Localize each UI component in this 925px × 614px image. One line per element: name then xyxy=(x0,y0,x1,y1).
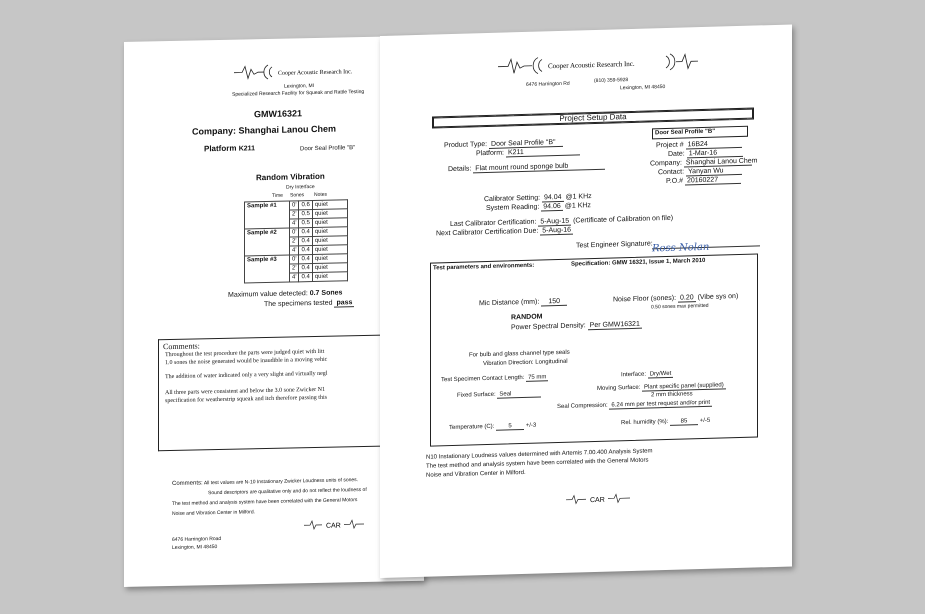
comment-line: All three parts were consistent and below the 3.0 sone Zwicker N1 xyxy=(165,386,325,397)
comment-line: The addition of water indicated only a very slight and virtually negl xyxy=(165,370,328,381)
report-id: GMW16321 xyxy=(254,108,303,120)
temp-label: Temperature (C): xyxy=(449,423,495,432)
tagline: Specialized Research Facility for Squeak and Rattle Testing xyxy=(232,88,365,98)
signature: Ross Nolan xyxy=(652,241,710,255)
sones-cell: 0.5 xyxy=(299,219,312,228)
sones-cell: 0.4 xyxy=(299,237,312,246)
fixed-value: Seal xyxy=(497,390,541,398)
col-header-sones: Sones xyxy=(290,192,305,199)
cal-setting-unit: @1 KHz xyxy=(565,193,592,201)
bulb-note: For bulb and glass channel type seals xyxy=(469,349,570,359)
title-bar xyxy=(432,108,754,129)
col-header-dry: Dry Interface xyxy=(286,184,315,191)
time-cell: 4' xyxy=(290,246,299,255)
platform-label: Platform: xyxy=(476,149,505,158)
notes-cell: quiet xyxy=(312,245,347,255)
details-value: Flat mount round sponge bulb xyxy=(473,162,605,174)
product-name: Door Seal Profile "B" xyxy=(300,145,356,153)
random-title: RANDOM xyxy=(511,313,543,322)
humidity-label: Rel. humidity (%): xyxy=(621,418,669,427)
contact-length-label: Test Specimen Contact Length: xyxy=(441,374,525,384)
car-mark xyxy=(566,491,630,507)
svg-text:CAR: CAR xyxy=(326,522,341,530)
city: Lexington, MI 48450 xyxy=(620,84,666,92)
compression-value: 6.24 mm per test request and/or print xyxy=(611,399,711,409)
page-title: Project Setup Data xyxy=(559,112,627,123)
temp-value: 5 xyxy=(496,423,524,431)
sones-cell: 0.5 xyxy=(299,210,312,219)
time-cell: 0' xyxy=(290,228,299,237)
footnote-line: The test method and analysis system have been correlated with the General Motors xyxy=(172,497,358,507)
time-cell: 4' xyxy=(290,273,299,282)
last-cert-label: Last Calibrator Certification: xyxy=(450,218,537,229)
footer-line: N10 Instationary Loudness values determined with Artemis 7.00.400 Analysis System xyxy=(426,448,653,461)
psd-label: Power Spectral Density: xyxy=(511,322,586,332)
time-cell: 2' xyxy=(290,237,299,246)
time-cell: 0' xyxy=(290,255,299,264)
sys-reading-value: 94.06 xyxy=(543,202,561,211)
sones-cell: 0.4 xyxy=(299,246,312,255)
notes-cell: quiet xyxy=(312,272,347,282)
footnote-line: All test values are N-10 Instationary Zwicker Loudness units of sones. xyxy=(203,477,359,487)
product-header-box xyxy=(652,126,748,140)
col-header-time: Time xyxy=(272,192,283,199)
moving-label: Moving Surface: xyxy=(597,384,641,392)
sample-label: Sample #3 xyxy=(245,255,290,283)
product-type-label: Product Type: xyxy=(444,141,488,150)
company-label: Company: xyxy=(192,125,237,137)
footnote-line: Sound descriptors are qualitative only and do not reflect the loudness of xyxy=(208,486,367,497)
last-cert-note: (Certificate of Calibration on file) xyxy=(573,214,674,225)
parameters-box xyxy=(430,253,758,446)
footnote-label: Comments: xyxy=(172,480,203,487)
footer-line: Noise and Vibration Center in Milford. xyxy=(426,469,526,479)
contact-label: Contact: xyxy=(658,168,685,177)
sample-label: Sample #2 xyxy=(245,228,290,256)
mic-label: Mic Distance (mm): xyxy=(479,298,540,308)
setup-page xyxy=(380,24,792,578)
temp-tolerance: +/-3 xyxy=(525,422,537,429)
address: 6476 Harrington Rd xyxy=(526,80,570,88)
company-name: Shanghai Lanou Chem xyxy=(238,123,337,136)
time-cell: 2' xyxy=(290,210,299,219)
footer-line: The test method and analysis system have been correlated with the General Motors xyxy=(426,457,649,470)
col-header-notes: Notes xyxy=(314,191,328,199)
noise-max: 0.50 sones max permitted xyxy=(651,302,709,311)
interface-value: Dry/Wet xyxy=(649,370,672,378)
sample-label: Sample #1 xyxy=(245,201,290,229)
time-cell: 2' xyxy=(290,264,299,273)
product-header: Door Seal Profile "B" xyxy=(655,128,716,137)
noise-label: Noise Floor (sones): xyxy=(613,294,677,304)
details-label: Details: xyxy=(448,165,472,174)
noise-value: 0.20 xyxy=(679,294,694,302)
po-value: 20160227 xyxy=(685,176,741,186)
company-logo xyxy=(498,49,698,79)
moving-note: 2 mm thickness xyxy=(651,391,693,399)
logo-city: Lexington, MI xyxy=(284,83,315,90)
svg-text:Cooper Acoustic Research Inc.: Cooper Acoustic Research Inc. xyxy=(278,69,353,77)
comment-line: Throughout the test procedure the parts were judged quiet with litt xyxy=(165,348,325,359)
params-label: Test parameters and environments: xyxy=(433,262,535,272)
tested-label: The specimens tested xyxy=(264,299,333,309)
project-label: Project # xyxy=(656,141,684,150)
project-value: 16B24 xyxy=(686,140,742,150)
sones-cell: 0.4 xyxy=(299,273,312,282)
sones-cell: 0.4 xyxy=(299,255,312,264)
phone: (810) 359-5928 xyxy=(594,77,629,85)
moving-value: Plant specific panel (supplied) xyxy=(644,382,724,391)
sones-cell: 0.4 xyxy=(299,228,312,237)
cal-setting-label: Calibrator Setting: xyxy=(484,194,541,204)
signature-line xyxy=(652,235,760,255)
date-label: Date: xyxy=(668,150,685,158)
footnote-line: Noise and Vibration Center in Milford. xyxy=(172,509,256,517)
vibration-table xyxy=(244,199,348,283)
svg-text:CAR: CAR xyxy=(590,496,605,505)
mic-value: 150 xyxy=(541,298,567,307)
vib-dir-value: Longitudinal xyxy=(535,358,568,366)
noise-note: (Vibe sys on) xyxy=(697,292,739,302)
signature-label: Test Engineer Signature: xyxy=(576,240,653,250)
contact-value: Yanyan Wu xyxy=(686,167,742,177)
address-line: 6476 Harrington Road xyxy=(172,535,222,543)
max-unit: Sones xyxy=(321,289,343,297)
car-mark xyxy=(304,517,364,532)
platform-label: Platform xyxy=(204,143,237,154)
humidity-tolerance: +/-5 xyxy=(699,417,711,425)
next-cert-label: Next Calibrator Certification Due: xyxy=(436,227,539,238)
max-value: 0.7 xyxy=(309,289,320,298)
interface-label: Interface: xyxy=(621,371,647,379)
next-cert-value: 5-Aug-16 xyxy=(542,226,572,235)
notes-cell: quiet xyxy=(312,218,347,228)
date-value: 1-Mar-16 xyxy=(687,149,743,159)
last-cert-value: 5-Aug-15 xyxy=(540,217,570,226)
sys-reading-unit: @1 KHz xyxy=(564,202,591,210)
section-title: Random Vibration xyxy=(256,171,325,183)
comments-title: Comments: xyxy=(163,341,200,352)
time-cell: 4' xyxy=(290,219,299,228)
spec-label: Specification: GMW 16321, Issue 1, March 2010 xyxy=(571,257,706,268)
sones-cell: 0.4 xyxy=(299,264,312,273)
comment-line: 1.0 sones the noise generated would be inaudible in a moving vehic xyxy=(165,356,328,367)
contact-length-value: 75 mm xyxy=(528,374,547,381)
max-label: Maximum value detected: xyxy=(228,290,308,299)
company-logo xyxy=(234,59,384,84)
sones-cell: 0.6 xyxy=(299,201,312,210)
platform-value: K211 xyxy=(506,147,580,157)
notes-cell: quiet xyxy=(312,254,347,264)
product-type-value: Door Seal Profile "B" xyxy=(489,139,563,149)
humidity-value: 85 xyxy=(670,418,698,426)
notes-cell: quiet xyxy=(312,263,347,273)
po-label: P.O.# xyxy=(666,177,683,186)
psd-value: Per GMW16321 xyxy=(589,320,640,330)
notes-cell: quiet xyxy=(312,236,347,246)
vib-dir-label: Vibration Direction: xyxy=(483,359,534,368)
results-page xyxy=(124,36,424,587)
company-label: Company: xyxy=(650,159,682,168)
fixed-label: Fixed Surface: xyxy=(457,391,496,399)
time-cell: 0' xyxy=(290,201,299,210)
compression-label: Seal Compression: xyxy=(557,402,608,411)
notes-cell: quiet xyxy=(312,227,347,237)
svg-text:Cooper Acoustic Research Inc.: Cooper Acoustic Research Inc. xyxy=(548,59,635,71)
address-line: Lexington, MI 48450 xyxy=(172,544,218,551)
cal-setting-value: 94.04 xyxy=(543,193,562,202)
sys-reading-label: System Reading: xyxy=(486,203,540,213)
comment-line: specification for weatherstrip squeak and itch therefore passing this xyxy=(165,394,327,405)
platform-value: K211 xyxy=(238,145,256,153)
notes-cell: quiet xyxy=(312,200,347,210)
notes-cell: quiet xyxy=(312,209,347,219)
tested-result: pass xyxy=(336,299,353,307)
company-value: Shanghai Lanou Chem xyxy=(685,157,758,167)
